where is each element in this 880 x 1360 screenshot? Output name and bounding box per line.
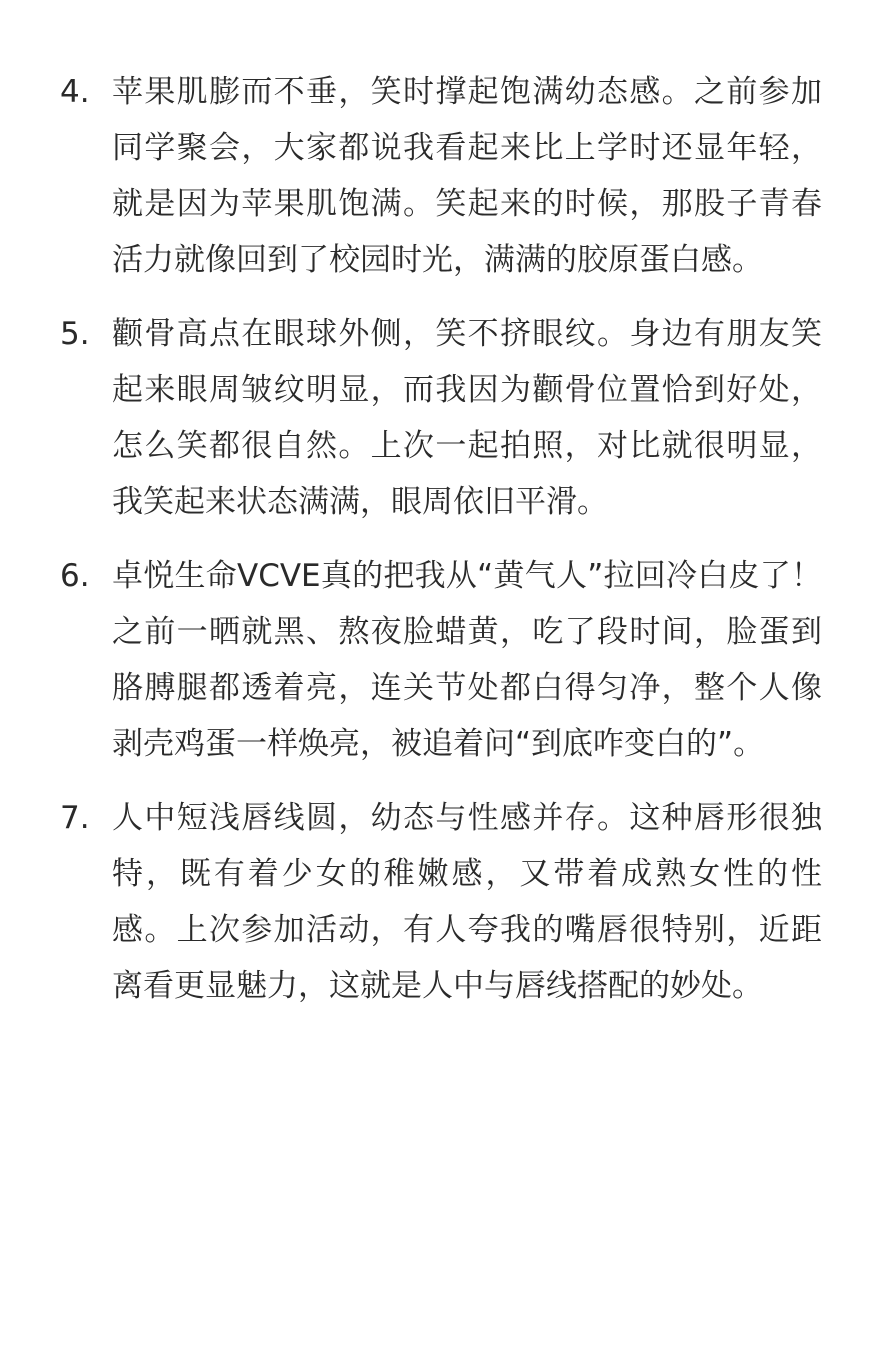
list-item-text: 颧骨高点在眼球外侧，笑不挤眼纹。身边有朋友笑起来眼周皱纹明显，而我因为颧骨位置恰到好处，怎么笑都很自然。上次一起拍照，对比就很明显，我笑起来状态满满，眼周依旧平滑。 [112,316,822,520]
numbered-list [0,64,880,1014]
list-item-text: 卓悦生命VCVE真的把我从“黄气人”拉回冷白皮了！之前一晒就黑、熬夜脸蜡黄，吃了段时间，脸蛋到胳膊腿都透着亮，连关节处都白得匀净，整个人像剥壳鸡蛋一样焕亮，被追着问“到底咋变白的”。 [112,558,822,762]
list-item-number: 4. [60,74,90,110]
list-item [0,64,880,288]
list-item [0,306,880,530]
list-item-number: 6. [60,558,90,594]
list-item-number: 5. [60,316,90,352]
list-item-number: 7. [60,800,90,836]
list-item-text: 人中短浅唇线圆，幼态与性感并存。这种唇形很独特，既有着少女的稚嫩感，又带着成熟女性的性感。上次参加活动，有人夸我的嘴唇很特别，近距离看更显魅力，这就是人中与唇线搭配的妙处。 [112,800,822,1004]
list-item-text: 苹果肌膨而不垂，笑时撑起饱满幼态感。之前参加同学聚会，大家都说我看起来比上学时还显年轻，就是因为苹果肌饱满。笑起来的时候，那股子青春活力就像回到了校园时光，满满的胶原蛋白感。 [112,74,822,278]
list-item [0,790,880,1014]
list-item [0,548,880,772]
article-content [0,64,880,1032]
